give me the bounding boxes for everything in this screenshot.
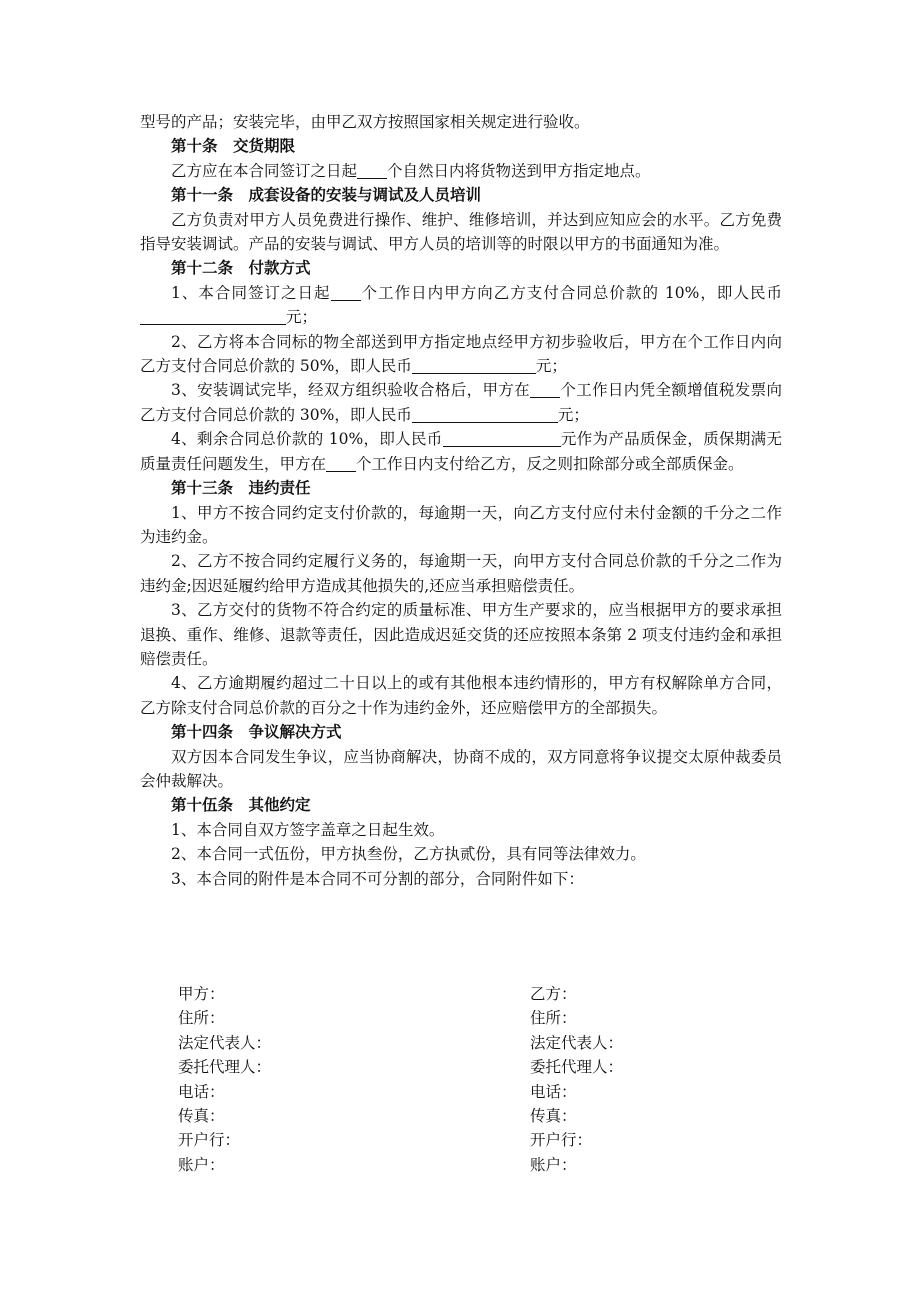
party-a-field: 甲方： <box>178 985 225 1003</box>
party-a-field: 传真： <box>178 1107 225 1126</box>
party-b-field: 传真： <box>530 1107 577 1126</box>
article-13-item-4: 4、乙方逾期履约超过二十日以上的或有其他根本违约情形的，甲方有权解除单方合同，乙方除支付合同总价款的百分之十作为违约金外，还应赔偿甲方的全部损失。 <box>140 674 782 717</box>
article-13-heading: 第十三条 违约责任 <box>171 479 311 498</box>
contract-body <box>140 110 782 891</box>
blank-field <box>443 430 561 447</box>
party-a-field: 法定代表人： <box>178 1033 272 1052</box>
party-b-field: 电话： <box>530 1082 577 1101</box>
signature-row <box>178 1055 738 1079</box>
article-14-heading: 第十四条 争议解决方式 <box>171 723 342 742</box>
article-12-item-1: 1、本合同签订之日起 个工作日内甲方向乙方支付合同总价款的 10%，即人民币元； <box>140 281 782 330</box>
article-10-text: 乙方应在本合同签订之日起 个自然日内将货物送到甲方指定地点。 <box>171 161 651 180</box>
article-13-item-1: 1、甲方不按合同约定支付价款的，每逾期一天，向乙方支付应付未付金额的千分之二作为违约金。 <box>140 503 782 546</box>
signature-row <box>178 1080 738 1104</box>
article-15-item-1: 1、本合同自双方签字盖章之日起生效。 <box>171 820 445 839</box>
signature-row <box>178 1006 738 1030</box>
party-b-field: 委托代理人： <box>530 1058 624 1077</box>
party-b-field: 账户： <box>530 1155 577 1174</box>
article-15-heading: 第十伍条 其他约定 <box>171 796 311 815</box>
article-11-text: 乙方负责对甲方人员免费进行操作、维护、维修培训，并达到应知应会的水平。乙方免费指导安装调试。产品的安装与调试、甲方人员的培训等的时限以甲方的书面通知为准。 <box>140 210 782 254</box>
party-a-field: 委托代理人： <box>178 1058 272 1077</box>
article-14-text: 双方因本合同发生争议，应当协商解决，协商不成的，双方同意将争议提交太原仲裁委员会仲裁解决。 <box>140 747 782 790</box>
signature-row <box>178 1128 738 1152</box>
blank-field <box>357 162 387 179</box>
blank-field <box>326 455 356 472</box>
party-b-field: 住所： <box>530 1009 577 1028</box>
paragraph-continued: 型号的产品；安装完毕，由甲乙双方按照国家相关规定进行验收。 <box>140 113 590 131</box>
article-12-item-4: 4、剩余合同总价款的 10%，即人民币 元作为产品质保金，质保期满无质量责任问题发生，甲方在 个工作日内支付给乙方，反之则扣除部分或全部质保金。 <box>140 430 782 473</box>
article-13-item-3: 3、乙方交付的货物不符合约定的质量标准、甲方生产要求的，应当根据甲方的要求承担退换、重作、维修、退款等责任，因此造成迟延交货的还应按照本条第 2 项支付违约金和承担赔偿责任。 <box>140 601 782 668</box>
signature-row <box>178 1031 738 1055</box>
party-b-field: 开户行： <box>530 1131 593 1150</box>
blank-field <box>140 308 286 325</box>
article-11-heading: 第十一条 成套设备的安装与调试及人员培训 <box>171 186 482 205</box>
signature-row <box>178 982 738 1006</box>
article-12-item-2: 2、乙方将本合同标的物全部送到甲方指定地点经甲方初步验收后，甲方在个工作日内向乙方支付合同总价款的 50%，即人民币 元； <box>140 332 782 376</box>
article-12-heading: 第十二条 付款方式 <box>171 259 311 278</box>
party-a-field: 账户： <box>178 1155 225 1174</box>
signature-block <box>178 982 738 1177</box>
signature-row <box>178 1153 738 1177</box>
party-b-field: 乙方： <box>530 985 577 1003</box>
party-a-field: 住所： <box>178 1009 225 1028</box>
article-15-item-2: 2、本合同一式伍份，甲方执叁份，乙方执贰份，具有同等法律效力。 <box>171 845 646 864</box>
blank-field <box>412 357 536 374</box>
party-a-field: 开户行： <box>178 1131 241 1150</box>
blank-field <box>412 406 558 423</box>
signature-row <box>178 1104 738 1128</box>
article-13-item-2: 2、乙方不按合同约定履行义务的，每逾期一天，向甲方支付合同总价款的千分之二作为违约金;因迟延履约给甲方造成其他损失的,还应当承担赔偿责任。 <box>140 552 782 595</box>
article-10-heading: 第十条 交货期限 <box>171 137 296 156</box>
blank-field <box>530 381 560 398</box>
article-15-item-3: 3、本合同的附件是本合同不可分割的部分，合同附件如下： <box>171 869 584 888</box>
blank-field <box>331 284 361 301</box>
party-a-field: 电话： <box>178 1082 225 1101</box>
article-12-item-3: 3、安装调试完毕，经双方组织验收合格后，甲方在 个工作日内凭全额增值税发票向乙方支付合同总价款的 30%，即人民币 元； <box>140 381 782 424</box>
party-b-field: 法定代表人： <box>530 1033 624 1052</box>
